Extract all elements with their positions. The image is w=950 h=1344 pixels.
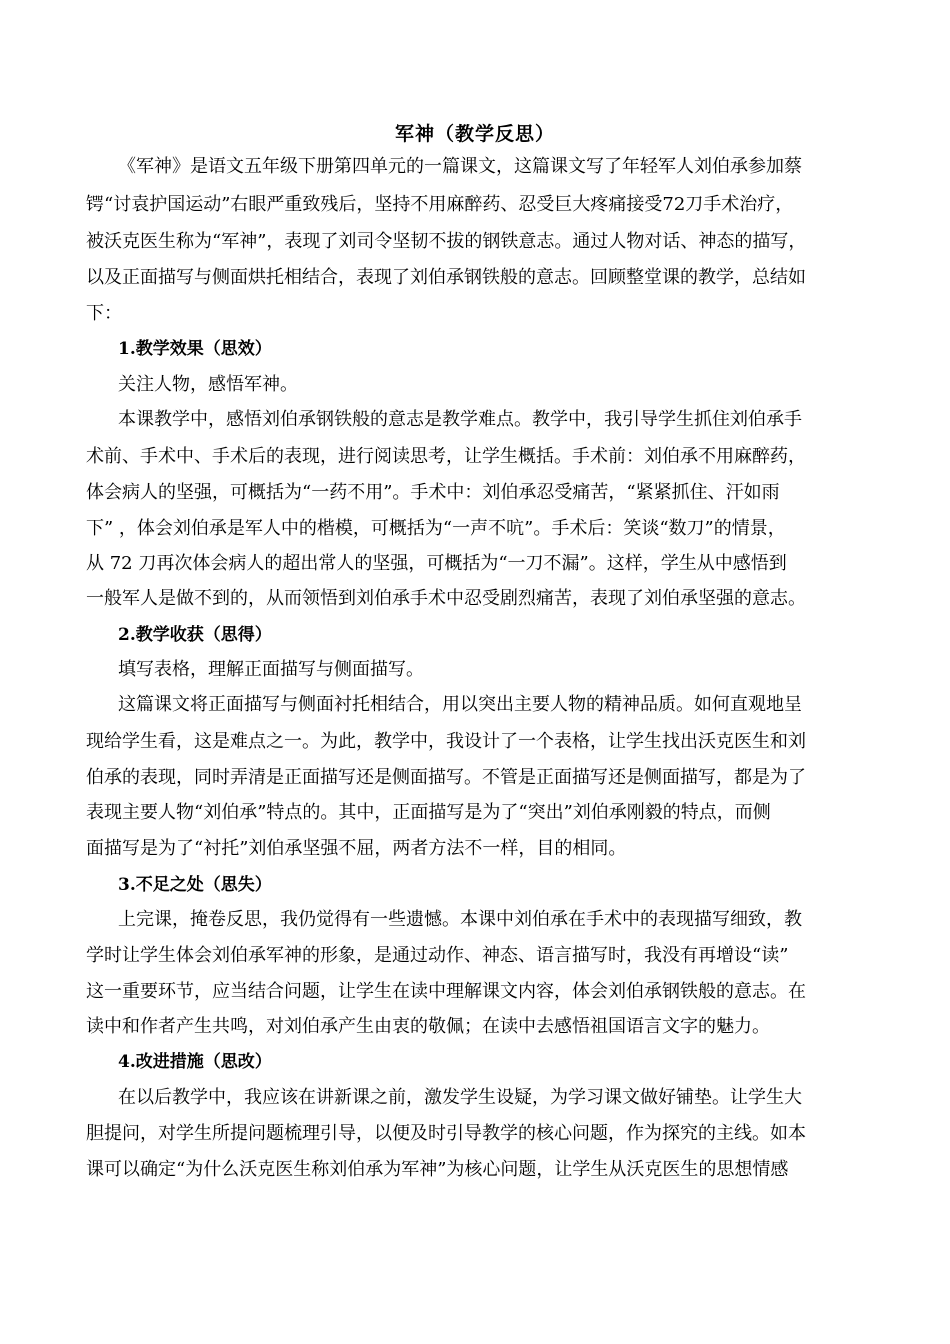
section-3-line-1: 上完课，掩卷反思，我仍觉得有一些遗憾。本课中刘伯承在手术中的表现描写细致，教 — [118, 909, 802, 930]
section-4-heading: 4.改进措施（思改） — [118, 1052, 272, 1072]
section-3-heading: 3.不足之处（思失） — [118, 875, 272, 895]
section-3-line-3: 这一重要环节，应当结合问题，让学生在读中理解课文内容，体会刘伯承钢铁般的意志。在 — [86, 981, 806, 1002]
section-2-line-4: 表现主要人物“刘伯承”特点的。其中，正面描写是为了“突出”刘伯承刚毅的特点，而侧 — [86, 802, 771, 823]
section-4-line-1: 在以后教学中，我应该在讲新课之前，激发学生设疑，为学习课文做好铺垫。让学生大 — [118, 1087, 802, 1108]
section-3-line-2: 学时让学生体会刘伯承军神的形象，是通过动作、神态、语言描写时，我没有再增设“读” — [86, 945, 789, 966]
section-1-line-3: 体会病人的坚强，可概括为“一药不用”。手术中：刘伯承忍受痛苦，“紧紧抓住、汗如雨 — [86, 482, 780, 503]
section-2-line-2: 现给学生看，这是难点之一。为此，教学中，我设计了一个表格，让学生找出沃克医生和刘 — [86, 731, 806, 752]
intro-line-5: 下： — [86, 303, 122, 324]
section-4-line-3: 课可以确定“为什么沃克医生称刘伯承为军神”为核心问题，让学生从沃克医生的思想情感 — [86, 1159, 789, 1180]
page-title: 军神（教学反思） — [394, 123, 555, 145]
section-1-heading: 1.教学效果（思效） — [118, 339, 272, 359]
intro-line-4: 以及正面描写与侧面烘托相结合，表现了刘伯承钢铁般的意志。回顾整堂课的教学，总结如 — [86, 267, 806, 288]
section-2-line-5: 面描写是为了“衬托”刘伯承坚强不屈，两者方法不一样，目的相同。 — [86, 838, 627, 859]
intro-line-1: 《军神》是语文五年级下册第四单元的一篇课文，这篇课文写了年轻军人刘伯承参加蔡 — [118, 156, 802, 177]
section-1-line-2: 术前、手术中、手术后的表现，进行阅读思考，让学生概括。手术前：刘伯承不用麻醉药， — [86, 446, 806, 467]
intro-line-3: 被沃克医生称为“军神”，表现了刘司令坚韧不拔的钢铁意志。通过人物对话、神态的描写， — [86, 231, 807, 252]
section-2-line-1: 这篇课文将正面描写与侧面衬托相结合，用以突出主要人物的精神品质。如何直观地呈 — [118, 694, 802, 715]
section-1-line-6: 一般军人是做不到的，从而领悟到刘伯承手术中忍受剧烈痛苦，表现了刘伯承坚强的意志。 — [86, 588, 806, 609]
section-1-line-5: 从 72 刀再次体会病人的超出常人的坚强，可概括为“一刀不漏”。这样，学生从中感悟到 — [86, 553, 787, 574]
section-1-line-1: 本课教学中，感悟刘伯承钢铁般的意志是教学难点。教学中，我引导学生抓住刘伯承手 — [118, 409, 802, 430]
section-1-subtitle: 关注人物，感悟军神。 — [118, 374, 298, 395]
section-3-line-4: 读中和作者产生共鸣，对刘伯承产生由衷的敬佩；在读中去感悟祖国语言文字的魅力。 — [86, 1016, 770, 1037]
section-2-subtitle: 填写表格，理解正面描写与侧面描写。 — [118, 659, 424, 680]
section-1-line-4: 下” ，体会刘伯承是军人中的楷模，可概括为“一声不吭”。手术后：笑谈“数刀”的情景， — [86, 518, 786, 539]
intro-line-2: 锷“讨袁护国运动”右眼严重致残后，坚持不用麻醉药、忍受巨大疼痛接受72刀手术治疗， — [86, 194, 794, 215]
section-2-line-3: 伯承的表现，同时弄清是正面描写还是侧面描写。不管是正面描写还是侧面描写，都是为了 — [86, 767, 806, 788]
section-4-line-2: 胆提问，对学生所提问题梳理引导，以便及时引导教学的核心问题，作为探究的主线。如本 — [86, 1123, 806, 1144]
section-2-heading: 2.教学收获（思得） — [118, 625, 272, 645]
